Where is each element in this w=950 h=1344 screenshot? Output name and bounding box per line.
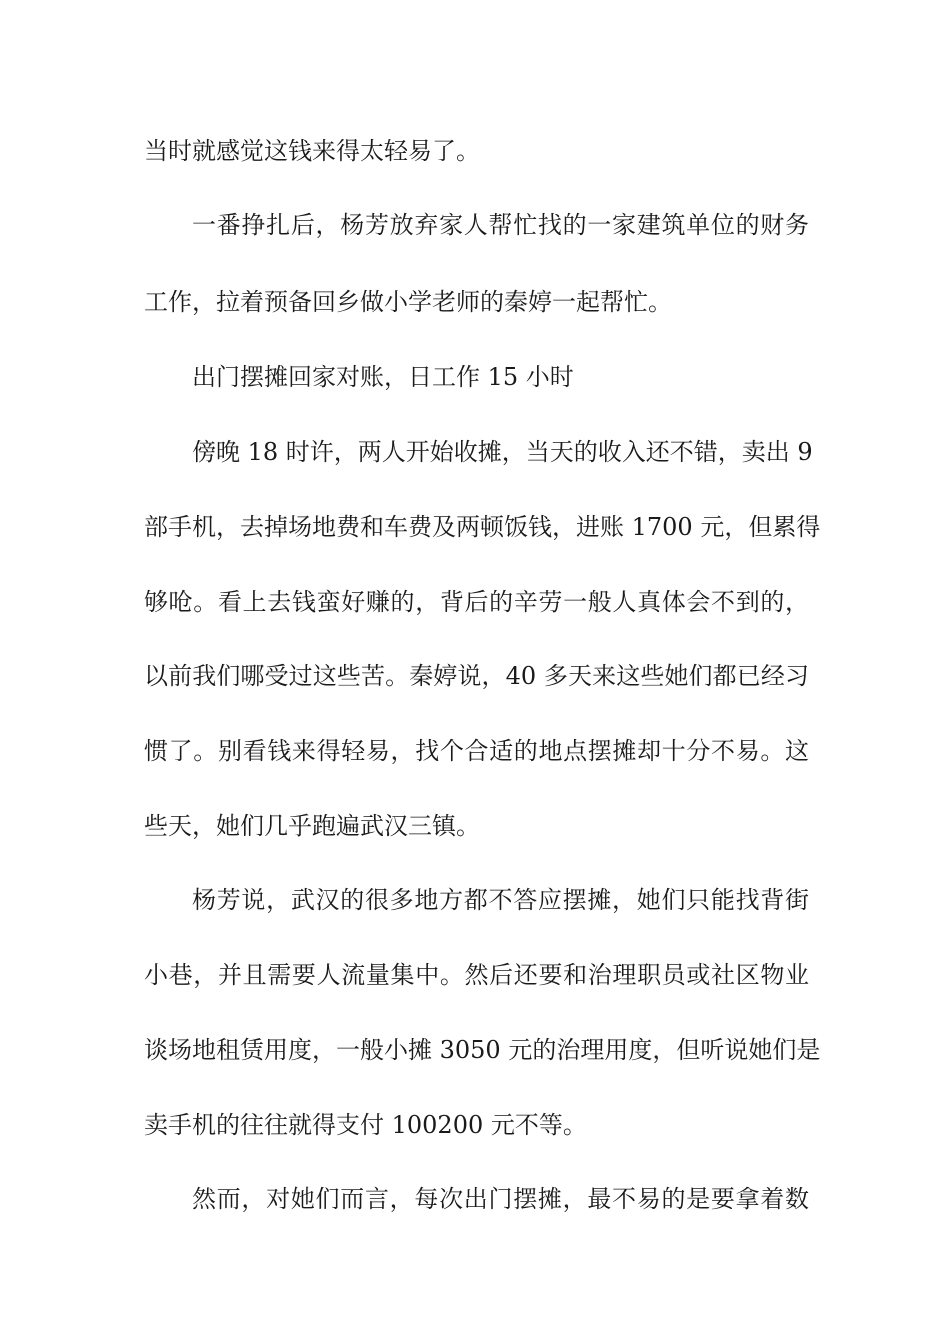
paragraph-line-13: 谈场地租赁用度，一般小摊 3050 元的治理用度，但听说她们是 (144, 1036, 821, 1064)
paragraph-line-8: 以前我们哪受过这些苦。秦婷说，40 多天来这些她们都已经习 (144, 662, 809, 690)
section-heading: 出门摆摊回家对账，日工作 15 小时 (192, 363, 574, 391)
paragraph-line-12: 小巷，并且需要人流量集中。然后还要和治理职员或社区物业 (144, 961, 809, 989)
paragraph-line-7: 够呛。看上去钱蛮好赚的，背后的辛劳一般人真体会不到的， (144, 588, 809, 616)
paragraph-line-1: 当时就感觉这钱来得太轻易了。 (144, 137, 480, 165)
paragraph-line-9: 惯了。别看钱来得轻易，找个合适的地点摆摊却十分不易。这 (144, 737, 809, 765)
paragraph-line-15: 然而，对她们而言，每次出门摆摊，最不易的是要拿着数 (192, 1185, 809, 1213)
paragraph-line-5: 傍晚 18 时许，两人开始收摊，当天的收入还不错，卖出 9 (192, 438, 813, 466)
paragraph-line-10: 些天，她们几乎跑遍武汉三镇。 (144, 812, 480, 840)
paragraph-line-11: 杨芳说，武汉的很多地方都不答应摆摊，她们只能找背街 (192, 886, 809, 914)
paragraph-line-2: 一番挣扎后，杨芳放弃家人帮忙找的一家建筑单位的财务 (192, 211, 809, 239)
paragraph-line-14: 卖手机的往往就得支付 100200 元不等。 (144, 1111, 587, 1139)
paragraph-line-3: 工作，拉着预备回乡做小学老师的秦婷一起帮忙。 (144, 288, 672, 316)
paragraph-line-6: 部手机，去掉场地费和车费及两顿饭钱，进账 1700 元，但累得 (144, 513, 821, 541)
